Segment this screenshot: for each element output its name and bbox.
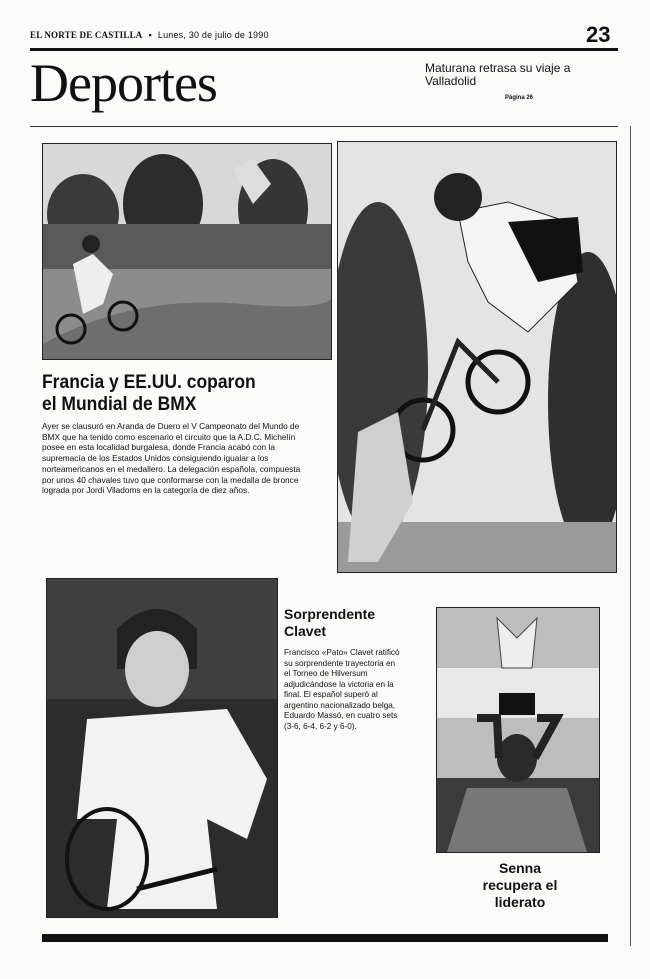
article-headline: Francia y EE.UU. coparon el Mundial de BMX (42, 372, 256, 415)
header-rule (30, 48, 618, 51)
teaser (425, 61, 575, 101)
bmx-track-photo (42, 143, 332, 360)
masthead (30, 30, 269, 40)
page-number: 23 (586, 22, 611, 47)
bullet-separator: ▪ (148, 30, 152, 40)
teaser-page-ref: Página 26 (505, 95, 534, 101)
issue-date: Lunes, 30 de julio de 1990 (157, 30, 269, 40)
footer-rule (42, 934, 608, 942)
newspaper-name: EL NORTE DE CASTILLA (30, 30, 143, 40)
article-headline: Senna recupera el liderato (482, 860, 558, 910)
article-headline: Sorprendente Clavet (284, 606, 376, 639)
article-body: Francisco «Pato» Clavet ratificó su sorprendente trayectoria en el Torneo de Hilversum adjudicándose la victoria en la final. El español superó al argentino nacionalizado belga, Eduardo Massó, en cuatro sets (3-6, 6-4, 6-2 y 6-0). (284, 648, 400, 731)
column-rule (630, 126, 631, 946)
article-body: Ayer se clausuró en Aranda de Duero el V Campeonato del Mundo de BMX que ha tenido como escenario el circuito que la A.D.C. Michelín posee en esta localidad burgalesa, donde Francia acabó con la supremacía de los Estados Unidos consiguiendo igualar a los norteamericanos en el medallero. La delegación española, compuesta por unos 40 chavales tuvo que conformarse con la medalla de bronce lograda por Jordi Viladoms en la categoría de diez años. (42, 421, 301, 496)
section-rule (30, 126, 618, 127)
tennis-player-photo (46, 578, 278, 918)
senna-trophy-photo (436, 607, 600, 853)
section-title: Deportes (30, 53, 217, 113)
bmx-jump-photo (337, 141, 617, 573)
teaser-text: Maturana retrasa su viaje a Valladolid (425, 61, 571, 88)
